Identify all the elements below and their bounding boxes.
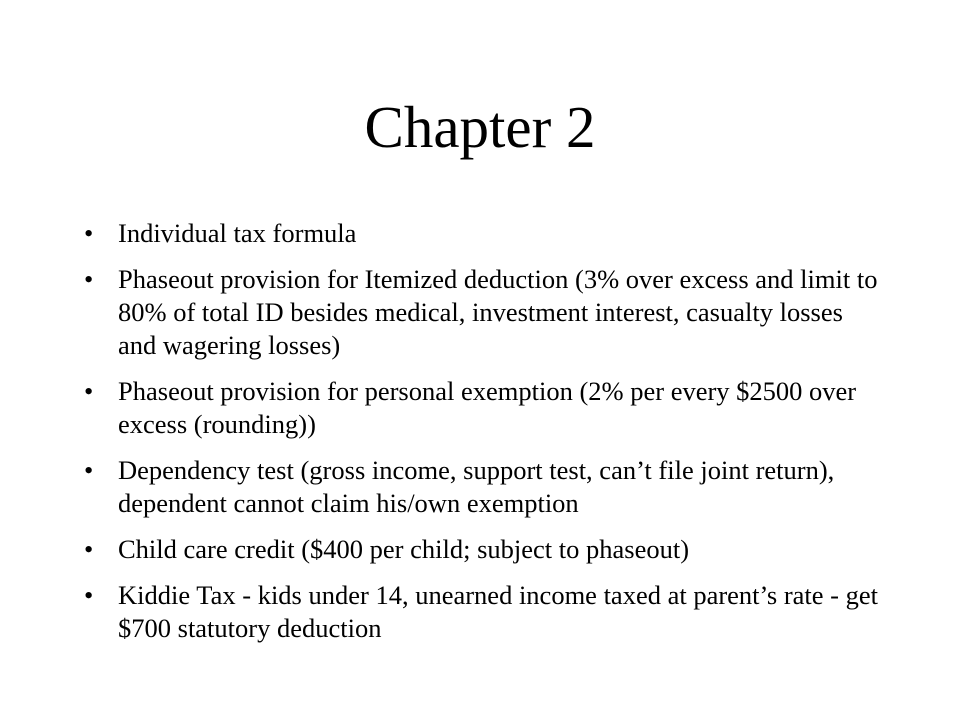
bullet-text: Kiddie Tax - kids under 14, unearned income taxed at parent’s rate - get $700 statutory deduction <box>118 580 878 643</box>
bullet-item <box>80 579 880 645</box>
bullet-text: Phaseout provision for Itemized deduction (3% over excess and limit to 80% of total ID besides medical, investment interest, casualty losses and wagering losses) <box>118 264 878 360</box>
bullet-dot: • <box>84 534 94 564</box>
bullet-text: Child care credit ($400 per child; subject to phaseout) <box>118 534 690 564</box>
bullet-dot: • <box>84 376 94 406</box>
slide-title: Chapter 2 <box>364 94 596 160</box>
bullet-dot: • <box>84 580 94 610</box>
bullet-list <box>80 217 880 658</box>
bullet-item <box>80 217 880 250</box>
bullet-text: Individual tax formula <box>118 218 357 248</box>
bullet-dot: • <box>84 455 94 485</box>
bullet-item <box>80 533 880 566</box>
bullet-dot: • <box>84 264 94 294</box>
bullet-item <box>80 263 880 362</box>
bullet-item <box>80 375 880 441</box>
bullet-text: Dependency test (gross income, support test, can’t file joint return), dependent cannot claim his/own exemption <box>118 455 835 518</box>
bullet-dot: • <box>84 218 94 248</box>
bullet-item <box>80 454 880 520</box>
bullet-text: Phaseout provision for personal exemption (2% per every $2500 over excess (rounding)) <box>118 376 857 439</box>
